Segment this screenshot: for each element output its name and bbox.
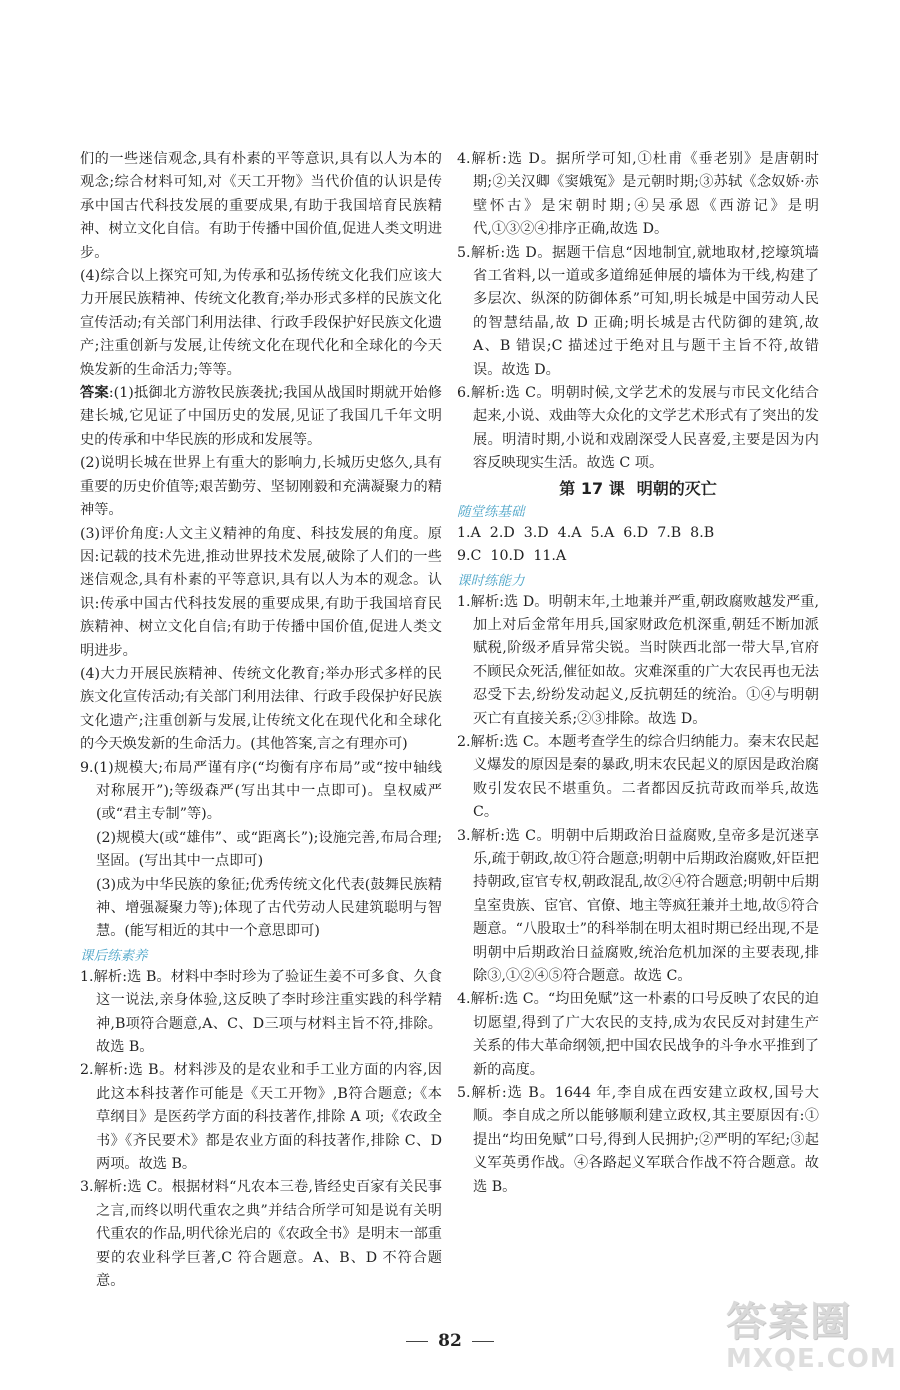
explanation-item: 3.解析:选 C。明朝中后期政治日益腐败,皇帝多是沉迷享乐,疏于朝政,故①符合题意;明朝中后期政治腐败,奸臣把持朝政,宦官专权,朝政混乱,故②④符合题意;明朝中后期皇室贵族、宦官、官僚、地主等疯狂兼并土地,故⑤符合题意。“八股取士”的科举制在明太祖时期已经出现,不是明朝中后期政治日益腐败,统治危机加深的主要表现,排除③,①②④⑤符合题意。故选 C。	[457, 827, 819, 984]
answer-paragraph: (3)评价角度:人文主义精神的角度、科技发展的角度。原因:记载的技术先进,推动世界技术发展,破除了人们的一些迷信观念,具有朴素的平等意识,具有以人为本的观念。认识:传承中国古代科技发展的重要成果,有助于我国培育民族精神、树立文化自信;有助于传播中国价值,促进人类文明进步。	[80, 525, 442, 659]
question-9-answer: (2)规模大(或“雄伟”、或“距离长”);设施完善,布局合理;坚固。(写出其中一点即可)	[96, 829, 442, 870]
watermark-logo	[726, 1300, 896, 1385]
section-title: 课后练素养	[80, 947, 148, 964]
answer-block	[80, 382, 442, 452]
answer-text: :(1)抵御北方游牧民族袭扰;我国从战国时期就开始修建长城,它见证了中国历史的发展,见证了我国几千年文明史的传承和中华民族的形成和发展等。	[80, 385, 442, 448]
continued-paragraph: (4)综合以上探究可知,为传承和弘扬传统文化我们应该大力开展民族精神、传统文化教育;举办形式多样的民族文化宣传活动;有关部门利用法律、行政手段保护好民族文化遗产;注重创新与发展,让传统文化在现代化和全球化的今天焕发新的生命活力;等等。	[80, 268, 442, 378]
section-title: 课时练能力	[457, 572, 525, 589]
right-column	[457, 148, 819, 1199]
answer-key-row: 1.A 2.D 3.D 4.A 5.A 6.D 7.B 8.B	[457, 524, 715, 541]
explanation-item: 4.解析:选 D。据所学可知,①杜甫《垂老别》是唐朝时期;②关汉卿《窦娥冤》是元朝时期;③苏轼《念奴娇·赤壁怀古》是宋朝时期;④吴承恩《西游记》是明代,①③②④排序正确,故选 D。	[457, 151, 819, 238]
continued-paragraph: 们的一些迷信观念,具有朴素的平等意识,具有以人为本的观念;综合材料可知,对《天工开物》当代价值的认识是传承中国古代科技发展的重要成果,有助于我国培育民族精神、树立文化自信。有助于传播中国价值,促进人类文明进步。	[80, 151, 442, 261]
section-title: 随堂练基础	[457, 503, 525, 520]
explanation-item: 1.解析:选 B。材料中李时珍为了验证生姜不可多食、久食这一说法,亲身体验,这反映了李时珍注重实践的科学精神,B项符合题意,A、C、D三项与材料主旨不符,排除。故选 B。	[80, 968, 442, 1056]
left-column	[80, 148, 442, 1294]
page-number-dash	[472, 1341, 494, 1342]
answer-paragraph: (2)说明长城在世界上有重大的影响力,长城历史悠久,具有重要的历史价值等;艰苦勤劳、坚韧刚毅和充满凝聚力的精神等。	[80, 455, 442, 519]
explanation-item: 6.解析:选 C。明朝时候,文学艺术的发展与市民文化结合起来,小说、戏曲等大众化的文学艺术形式有了突出的发展。明清时期,小说和戏剧深受人民喜爱,主要是因为内容反映现实生活。故选 C 项。	[457, 385, 819, 472]
explanation-item: 3.解析:选 C。根据材料“凡农本三卷,皆经史百家有关民事之言,而终以明代重农之典”并结合所学可知是说有关明代重农的作品,明代徐光启的《农政全书》是明末一部重要的农业科学巨著,C 符合题意。A、B、D 不符合题意。	[80, 1179, 442, 1290]
lesson-title	[457, 478, 819, 500]
answer-paragraph: (4)大力开展民族精神、传统文化教育;举办形式多样的民族文化宣传活动;有关部门利用法律、行政手段保护好民族文化遗产;注重创新与发展,让传统文化在现代化和全球化的今天焕发新的生命活力。(其他答案,言之有理亦可)	[80, 665, 442, 753]
explanation-item: 4.解析:选 C。“均田免赋”这一朴素的口号反映了农民的迫切愿望,得到了广大农民的支持,成为农民反对封建生产关系的伟大革命纲领,把中国农民战争的斗争水平推到了新的高度。	[457, 991, 819, 1078]
explanation-item: 2.解析:选 C。本题考查学生的综合归纳能力。秦末农民起义爆发的原因是秦的暴政,明末农民起义的原因是政治腐败引发农民不堪重负。二者都因反抗苛政而举兵,故选 C。	[457, 733, 819, 821]
explanation-item: 2.解析:选 B。材料涉及的是农业和手工业方面的内容,因此这本科技著作可能是《天工开物》,B符合题意;《本草纲目》是医药学方面的科技著作,排除 A 项;《农政全书》《齐民要术》都是农业方面的科技著作,排除 C、D 两项。故选 B。	[80, 1062, 442, 1173]
answer-label: 答案	[80, 385, 109, 402]
explanation-item: 5.解析:选 B。1644 年,李自成在西安建立政权,国号大顺。李自成之所以能够顺利建立政权,其主要原因有:①提出“均田免赋”口号,得到人民拥护;②严明的军纪;③起义军英勇作战。④各路起义军联合作战不符合题意。故选 B。	[457, 1085, 819, 1195]
lesson-number: 第 17 课	[559, 478, 625, 498]
explanation-item: 1.解析:选 D。明朝末年,土地兼并严重,朝政腐败越发严重,加上对后金常年用兵,国家财政危机深重,朝廷不断加派赋税,阶级矛盾异常尖锐。当时陕西北部一带大旱,官府不顾民众死活,催征如故。灾难深重的广大农民再也无法忍受下去,纷纷发动起义,反抗朝廷的统治。①④与明朝灭亡有直接关系;②③排除。故选 D。	[457, 593, 819, 727]
question-9-answer: 9.(1)规模大;布局严谨有序(“均衡有序布局”或“按中轴线对称展开”);等级森严(写出其中一点即可)。皇权威严(或“君主专制”等)。	[80, 759, 442, 823]
answer-key-row: 9.C 10.D 11.A	[457, 548, 567, 565]
page-number-dash	[406, 1341, 428, 1342]
watermark-site-text: MXQE.COM	[726, 1344, 897, 1374]
question-9-answer: (3)成为中华民族的象征;优秀传统文化代表(鼓舞民族精神、增强凝聚力等);体现了古代劳动人民建筑聪明与智慧。(能写相近的其中一个意思即可)	[96, 876, 442, 940]
explanation-item: 5.解析:选 D。据题干信息“因地制宜,就地取材,挖壕筑墙省工省料,以一道或多道绵延伸展的墙体为干线,构建了多层次、纵深的防御体系”可知,明长城是中国劳动人民的智慧结晶,故 D 正确;明长城是古代防御的建筑,故 A、B 错误;C 描述过于绝对且与题干主旨不符,故错误。故选 D。	[457, 244, 819, 378]
watermark-logo-text: 答案圈	[726, 1299, 852, 1345]
lesson-name: 明朝的灭亡	[636, 478, 717, 498]
page-number-text: 82	[438, 1331, 462, 1351]
